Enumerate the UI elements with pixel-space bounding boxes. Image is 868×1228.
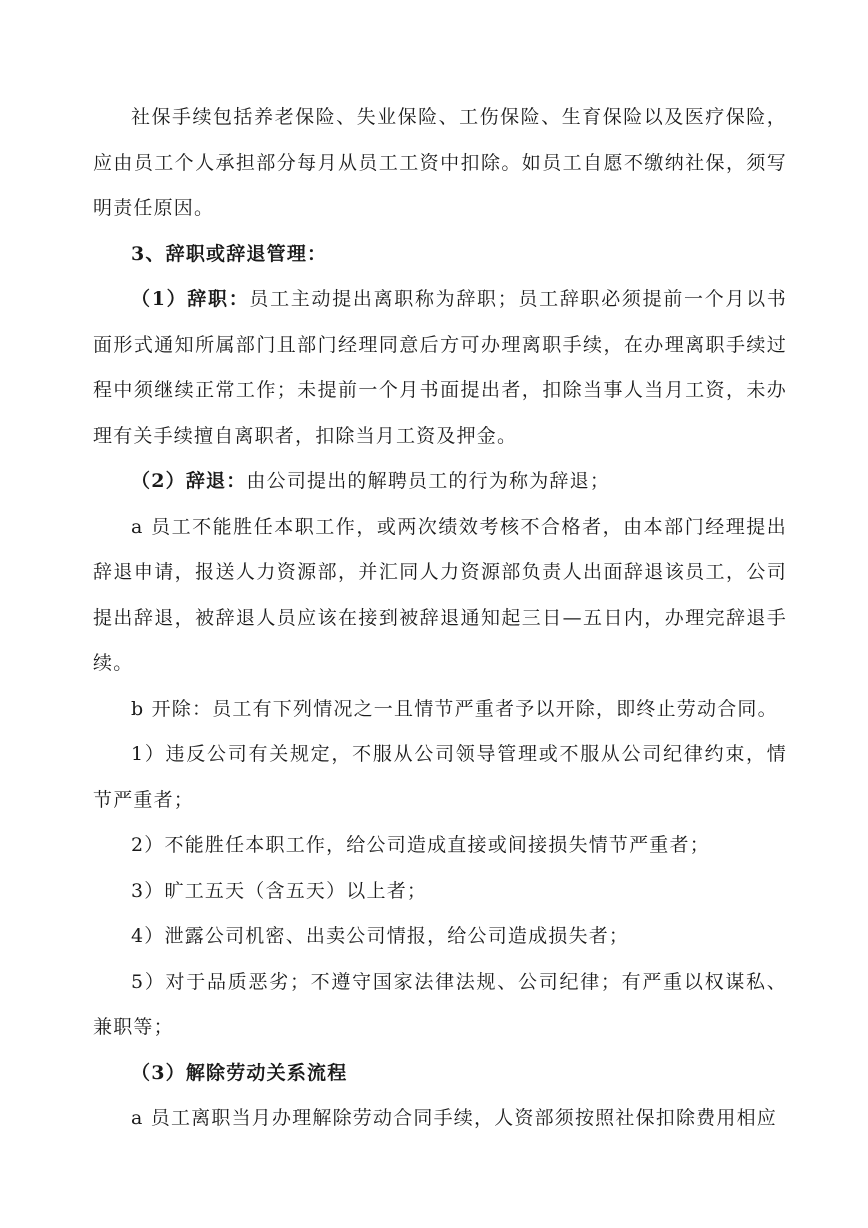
dismiss-paragraph (93, 459, 787, 505)
list-item: 3）旷工五天（含五天）以上者； (131, 879, 428, 902)
resign-label: （1）辞职： (131, 288, 250, 310)
social-insurance-paragraph: 社保手续包括养老保险、失业保险、工伤保险、生育保险以及医疗保险，应由员工个人承担部分每月从员工工资中扣除。如员工自愿不缴纳社保，须写明责任原因。 (93, 106, 787, 219)
section-3-3-title: （3）解除劳动关系流程 (131, 1061, 348, 1084)
section-3-title: 3、辞职或辞退管理： (131, 242, 328, 265)
list-item: 4）泄露公司机密、出卖公司情报，给公司造成损失者； (131, 925, 630, 947)
resign-text: 员工主动提出离职称为辞职；员工辞职必须提前一个月以书面形式通知所属部门且部门经理同意后方可办理离职手续，在办理离职手续过程中须继续正常工作；未提前一个月书面提出者，扣除当事人当月工资，未办理有关手续擅自离职者，扣除当月工资及押金。 (93, 288, 788, 447)
dismiss-b-paragraph: b 开除：员工有下列情况之一且情节严重者予以开除，即终止劳动合同。 (131, 697, 778, 720)
last-paragraph: a 员工离职当月办理解除劳动合同手续，人资部须按照社保扣除费用相应 (131, 1107, 777, 1129)
dismiss-text: 由公司提出的解聘员工的行为称为辞退； (246, 470, 611, 492)
resign-paragraph (93, 277, 787, 459)
list-item: 1）违反公司有关规定，不服从公司领导管理或不服从公司纪律约束，情节严重者； (93, 743, 787, 811)
dismiss-label: （2）辞退： (131, 470, 247, 492)
dismiss-a-paragraph: a 员工不能胜任本职工作，或两次绩效考核不合格者，由本部门经理提出辞退申请，报送人力资源部，并汇同人力资源部负责人出面辞退该员工，公司提出辞退，被辞退人员应该在接到被辞退通知起三日—五日内，办理完辞退手续。 (93, 515, 787, 674)
list-item: 2）不能胜任本职工作，给公司造成直接或间接损失情节严重者； (131, 834, 710, 856)
document-body (93, 95, 787, 1142)
list-item: 5）对于品质恶劣；不遵守国家法律法规、公司纪律；有严重以权谋私、兼职等； (93, 970, 787, 1038)
